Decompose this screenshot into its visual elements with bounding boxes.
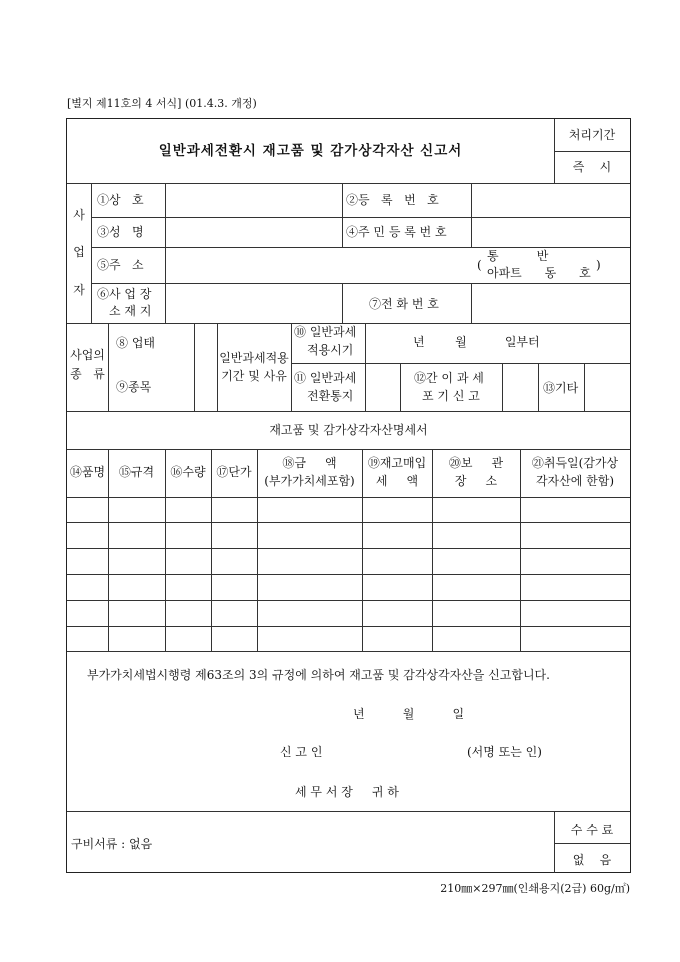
v-line <box>538 363 539 411</box>
v-line <box>365 323 366 411</box>
biz-type-label-2: 종 류 <box>70 367 105 381</box>
apply-period-label-1: 일반과세적용 <box>219 351 289 365</box>
v-line <box>291 323 292 411</box>
h-line <box>554 843 630 844</box>
v-line <box>342 283 343 323</box>
h-line <box>67 411 630 412</box>
name-label: ③성 명 <box>97 225 144 239</box>
apt-line-1: 통 반 <box>487 249 549 263</box>
h-line <box>67 323 630 324</box>
apt-paren-open: ( <box>477 258 482 272</box>
v-line <box>502 363 503 411</box>
v-line <box>217 323 218 411</box>
apply-time-label-1: ⑩ 일반과세 <box>294 325 357 339</box>
h-line <box>554 151 630 152</box>
inventory-header-7: ⑳보 관 <box>448 456 504 470</box>
address-label: ⑤주 소 <box>97 258 144 272</box>
v-line <box>471 183 472 247</box>
required-documents: 구비서류 : 없음 <box>71 837 153 851</box>
inventory-header-5: ⑱금 액 <box>282 456 337 470</box>
inventory-header-5-line2: (부가가치세포함) <box>264 474 355 488</box>
inventory-section-title: 재고품 및 감가상각자산명세서 <box>269 423 428 437</box>
v-line <box>194 323 195 411</box>
declaration-text: 부가가치세법시행령 제63조의 3의 규정에 의하여 재고품 및 감각상각자산을 신고합니다. <box>87 668 550 682</box>
fee-label: 수 수 료 <box>570 823 614 837</box>
h-line <box>67 548 630 549</box>
business-label-1: 사 <box>73 208 85 222</box>
sector-label: ⑧ 업태 <box>116 336 155 350</box>
apt-line-2: 아파트 동 호 <box>487 266 591 280</box>
inventory-header-3: ⑯수량 <box>170 465 206 479</box>
inventory-header-7-line2: 장 소 <box>454 474 498 488</box>
apt-paren-close: ) <box>596 258 601 272</box>
h-line <box>91 217 630 218</box>
inventory-header-1: ⑭품명 <box>69 465 106 479</box>
h-line <box>67 497 630 498</box>
declaration-date: 년 월 일 <box>353 707 465 721</box>
v-line <box>108 323 109 411</box>
signature-note: (서명 또는 인) <box>467 745 542 759</box>
resident-no-label: ④주 민 등 록 번 호 <box>346 225 447 239</box>
inventory-header-6: ⑲재고매입 <box>367 456 427 470</box>
report-form <box>66 118 631 873</box>
reg-no-label: ②등 록 번 호 <box>346 193 439 207</box>
h-line <box>91 247 630 248</box>
simple-tax-waiver-1: ⑫간 이 과 세 <box>414 371 484 385</box>
h-line <box>67 626 630 627</box>
apply-date-text: 년 월 일부터 <box>413 335 540 349</box>
h-line <box>67 811 630 812</box>
h-line <box>91 283 630 284</box>
other-label: ⑬기타 <box>543 381 579 395</box>
h-line <box>67 449 630 450</box>
v-line <box>342 183 343 247</box>
conversion-notice-1: ⑪ 일반과세 <box>294 371 357 385</box>
h-line <box>67 522 630 523</box>
inventory-header-2: ⑮규격 <box>118 465 155 479</box>
workplace-label-2: 소 재 지 <box>109 304 152 318</box>
v-line <box>91 183 92 323</box>
h-line <box>67 183 630 184</box>
paper-spec: 210㎜×297㎜(인쇄용지(2급) 60g/㎡) <box>440 882 630 895</box>
processing-period-label: 처리기간 <box>568 128 616 142</box>
apply-time-label-2: 적용시기 <box>307 343 354 357</box>
h-line <box>67 651 630 652</box>
v-line <box>471 283 472 323</box>
business-label-3: 자 <box>73 283 85 297</box>
business-label-2: 업 <box>73 245 85 259</box>
workplace-label-1: ⑥사 업 장 <box>97 287 152 301</box>
phone-label: ⑦전 화 번 호 <box>369 297 439 311</box>
h-line <box>67 600 630 601</box>
v-line <box>584 363 585 411</box>
fee-value: 없 음 <box>572 853 612 867</box>
h-line <box>291 363 630 364</box>
inventory-header-4: ⑰단가 <box>216 465 252 479</box>
v-line <box>165 183 166 323</box>
processing-period-value: 즉 시 <box>572 160 612 174</box>
simple-tax-waiver-2: 포 기 신 고 <box>422 389 480 403</box>
tax-office-recipient: 세 무 서 장 귀 하 <box>295 785 399 799</box>
inventory-header-8-line2: 각자산에 한함) <box>535 474 615 488</box>
trade-name-label: ①상 호 <box>97 193 144 207</box>
h-line <box>67 574 630 575</box>
apply-period-label-2: 기간 및 사유 <box>221 369 287 383</box>
inventory-header-8: ㉑취득일(감가상 <box>531 456 619 470</box>
declarant-label: 신 고 인 <box>280 745 323 759</box>
v-line <box>400 363 401 411</box>
conversion-notice-2: 전환통지 <box>307 389 354 403</box>
inventory-header-6-line2: 세 액 <box>375 474 419 488</box>
biz-type-label-1: 사업의 <box>70 348 105 362</box>
item-label: ⑨종목 <box>116 380 152 394</box>
form-title: 일반과세전환시 재고품 및 감가상각자산 신고서 <box>158 143 463 159</box>
form-caption: [별지 제11호의 4 서식] (01.4.3. 개정) <box>67 97 257 110</box>
